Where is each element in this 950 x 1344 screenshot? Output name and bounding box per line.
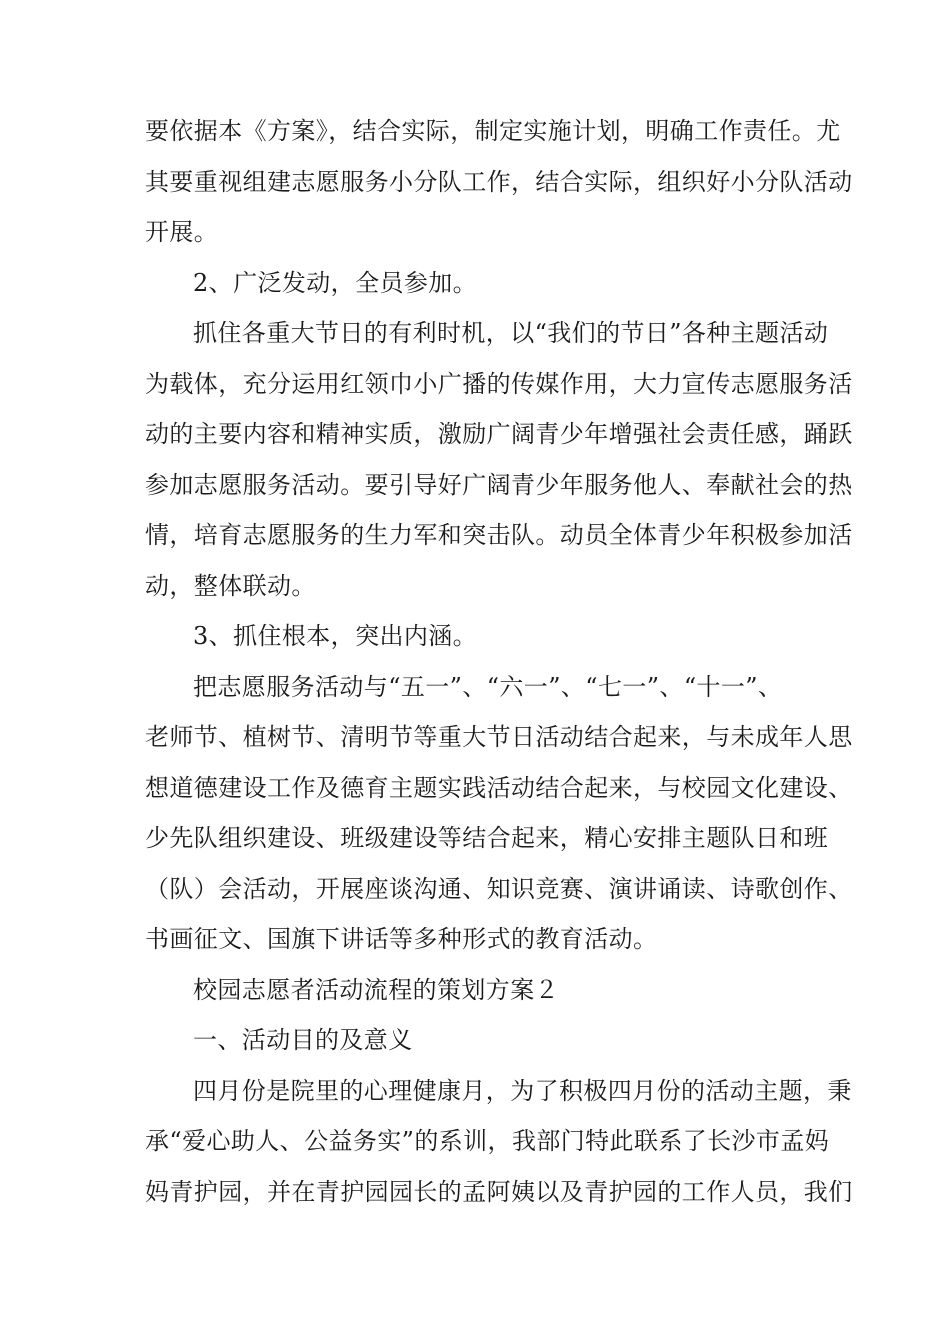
document-body xyxy=(145,106,853,1217)
text-line: 为载体，充分运用红领巾小广播的传媒作用，大力宣传志愿服务活 xyxy=(145,369,853,398)
text-line: 其要重视组建志愿服务小分队工作，结合实际，组织好小分队活动 xyxy=(145,167,853,196)
paragraph xyxy=(145,662,853,965)
text-line: 一、活动目的及意义 xyxy=(193,1026,413,1054)
paragraph xyxy=(145,308,853,611)
text-line: 开展。 xyxy=(145,218,219,246)
text-line: 动的主要内容和精神实质，激励广阔青少年增强社会责任感，踊跃 xyxy=(145,420,853,448)
text-line: 四月份是院里的心理健康月，为了积极四月份的活动主题，秉 xyxy=(193,1076,852,1105)
text-line: 少先队组织建设、班级建设等结合起来，精心安排主题队日和班 xyxy=(145,824,829,852)
text-line: 承“爱心助人、公益务实”的系训，我部门特此联系了长沙市孟妈 xyxy=(145,1127,830,1155)
text-line: 动，整体联动。 xyxy=(145,571,316,600)
text-line: 2、广泛发动，全员参加。 xyxy=(193,268,478,297)
text-line: 参加志愿服务活动。要引导好广阔青少年服务他人、奉献社会的热 xyxy=(145,470,853,499)
text-line: 抓住各重大节日的有利时机，以“我们的节日”各种主题活动 xyxy=(193,319,829,347)
paragraph xyxy=(145,258,845,309)
text-line: 情，培育志愿服务的生力军和突击队。动员全体青少年积极参加活 xyxy=(145,521,853,549)
paragraph xyxy=(145,965,845,1016)
text-line: 要依据本《方案》，结合实际，制定实施计划，明确工作责任。尤 xyxy=(145,117,841,145)
paragraph xyxy=(145,1015,845,1066)
text-line: 想道德建设工作及德育主题实践活动结合起来，与校园文化建设、 xyxy=(145,773,853,802)
paragraph xyxy=(145,106,853,258)
paragraph xyxy=(145,1066,853,1218)
text-line: 校园志愿者活动流程的策划方案２ xyxy=(193,975,559,1004)
text-line: 老师节、植树节、清明节等重大节日活动结合起来，与未成年人思 xyxy=(145,723,853,751)
text-line: （队）会活动，开展座谈沟通、知识竞赛、演讲诵读、诗歌创作、 xyxy=(145,874,853,903)
text-line: 书画征文、国旗下讲话等多种形式的教育活动。 xyxy=(145,925,658,953)
paragraph xyxy=(145,611,845,662)
text-line: 3、抓住根本，突出内涵。 xyxy=(193,622,478,650)
text-line: 妈青护园，并在青护园园长的孟阿姨以及青护园的工作人员，我们 xyxy=(145,1177,853,1206)
text-line: 把志愿服务活动与“五一”、“六一”、“七一”、“十一”、 xyxy=(193,672,783,701)
